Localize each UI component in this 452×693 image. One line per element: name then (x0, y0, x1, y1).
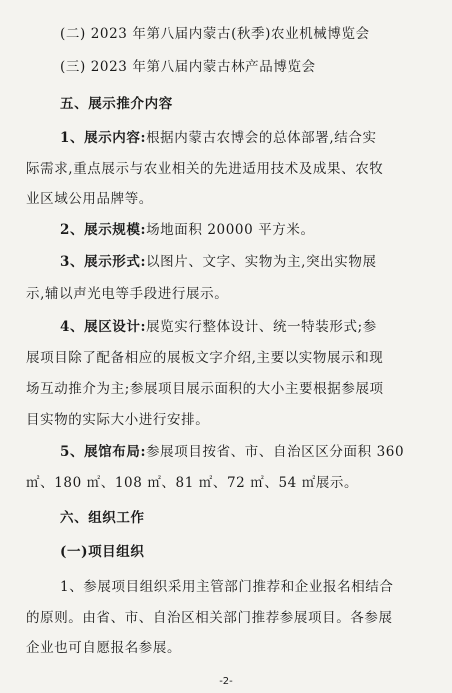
paragraph-line: 际需求,重点展示与农业相关的先进适用技术及成果、农牧 (26, 161, 384, 177)
paragraph-line: ㎡、180 ㎡、108 ㎡、81 ㎡、72 ㎡、54 ㎡展示。 (26, 475, 359, 491)
paragraph-hall-layout (60, 443, 452, 461)
display-content-label: 1、展示内容: (60, 130, 147, 146)
display-content-text: 根据内蒙古农博会的总体部署,结合实 (146, 130, 377, 146)
paragraph-line: 企业也可自愿报名参展。 (26, 640, 182, 656)
list-item-3: (三) 2023 年第八届内蒙古林产品博览会 (60, 59, 316, 75)
section-5-heading: 五、展示推介内容 (60, 96, 173, 112)
paragraph-line: 1、参展项目组织采用主管部门推荐和企业报名相结合 (60, 579, 394, 595)
paragraph-line: 示,辅以声光电等手段进行展示。 (26, 286, 229, 302)
paragraph-line: 场互动推介为主;参展项目展示面积的大小主要根据参展项 (26, 381, 384, 397)
display-scale-label: 2、展示规模: (60, 222, 147, 238)
hall-layout-text: 参展项目按省、市、自治区区分面积 360 (146, 444, 405, 460)
hall-layout-label: 5、展馆布局: (60, 444, 147, 460)
display-form-label: 3、展示形式: (60, 254, 147, 270)
paragraph-line: 目实物的实际大小进行安排。 (26, 412, 210, 428)
paragraph-display-form (60, 253, 452, 271)
display-scale-text: 场地面积 20000 平方米。 (146, 222, 315, 238)
paragraph-line: 业区域公用品牌等。 (26, 191, 153, 207)
paragraph-line: 的原则。由省、市、自治区相关部门推荐参展项目。各参展 (26, 610, 393, 626)
list-item-2: (二) 2023 年第八届内蒙古(秋季)农业机械博览会 (60, 26, 370, 42)
page-number: -2- (219, 676, 233, 687)
section-6-heading: 六、组织工作 (60, 510, 145, 526)
exhibit-design-text: 展览实行整体设计、统一特装形式;参 (146, 319, 377, 335)
subsection-heading: (一)项目组织 (60, 544, 145, 560)
display-form-text: 以图片、文字、实物为主,突出实物展 (146, 254, 377, 270)
paragraph-exhibit-design (60, 318, 452, 336)
paragraph-line: 展项目除了配备相应的展板文字介绍,主要以实物展示和现 (26, 350, 384, 366)
paragraph-display-content (60, 129, 452, 147)
exhibit-design-label: 4、展区设计: (60, 319, 147, 335)
paragraph-display-scale (60, 221, 452, 239)
